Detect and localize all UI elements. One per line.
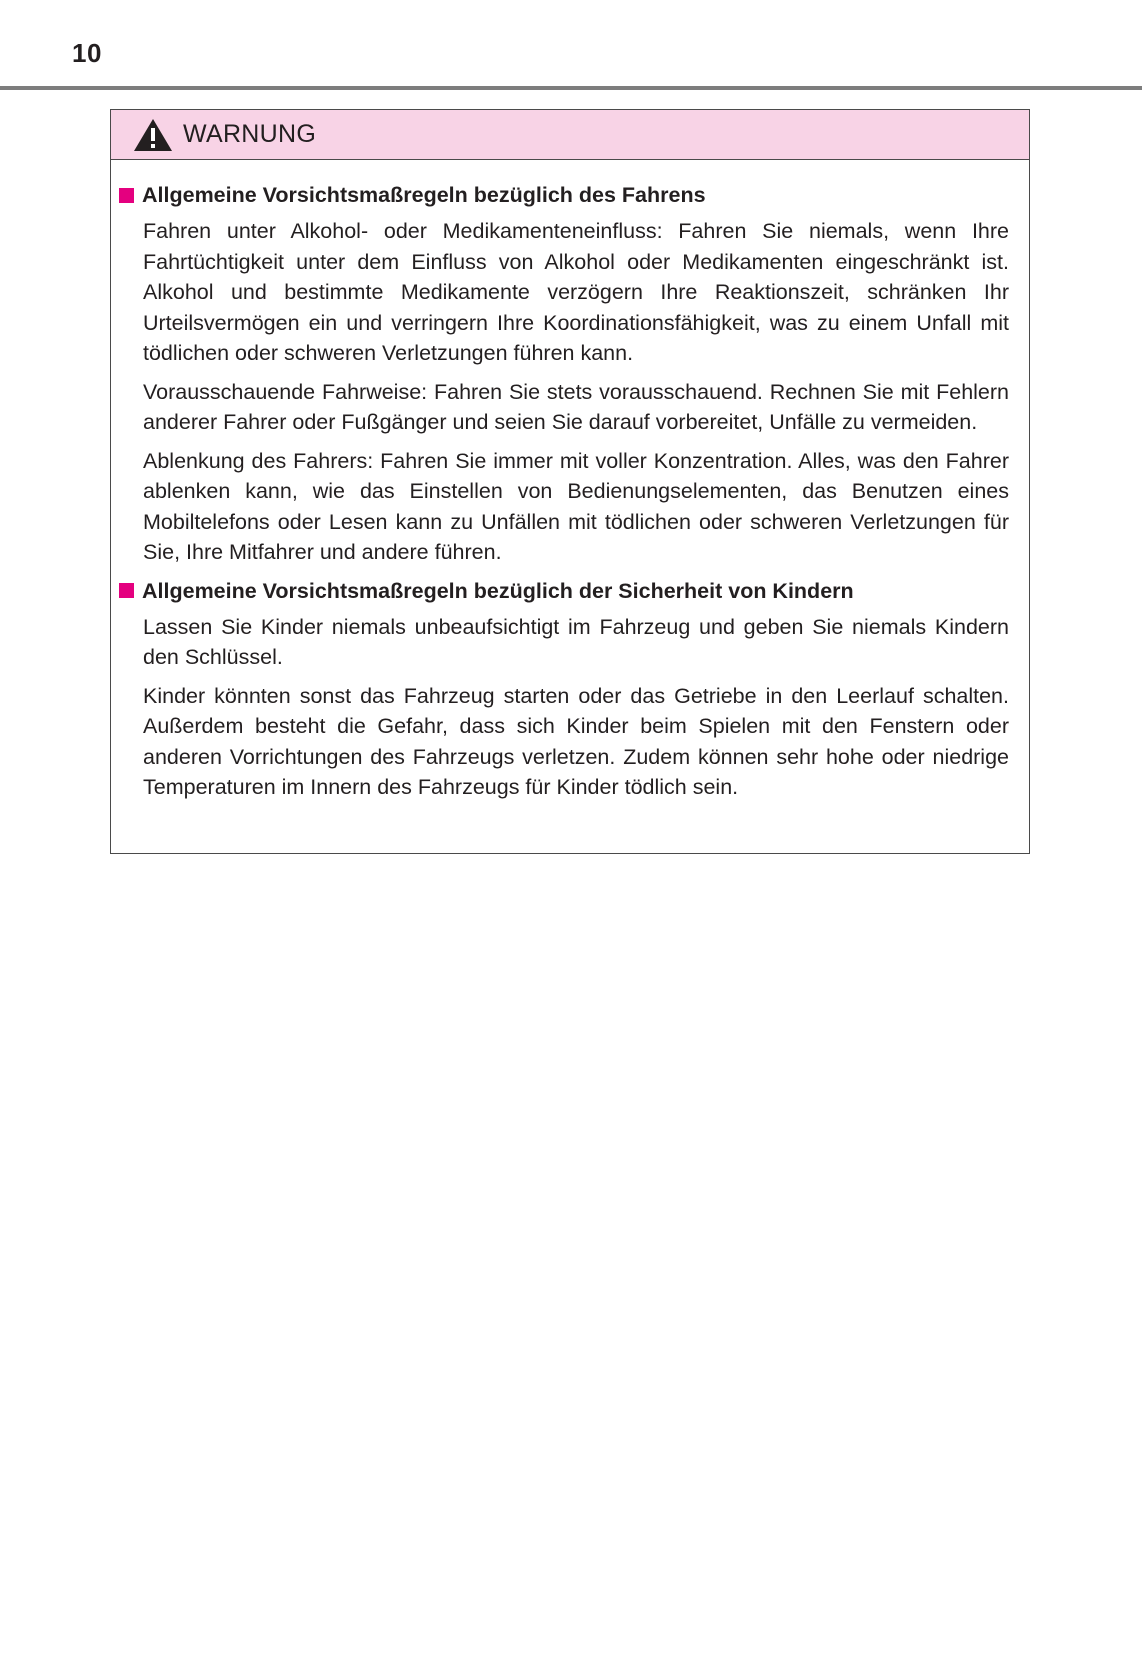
- paragraph: Fahren unter Alkohol- oder Medikamenteneinfluss: Fahren Sie niemals, wenn Ihre Fahrtüchtigkeit unter dem Einfluss von Alkohol oder Medikamenten eingeschränkt ist. Alkohol und bestimmte Medikamente verzögern Ihre Reaktionszeit, schränken Ihr Urteilsvermögen ein und verringern Ihre Koordinationsfähigkeit, was zu einem Unfall mit tödlichen oder schweren Verletzungen führen kann.: [143, 219, 1009, 365]
- warning-triangle-icon: [133, 118, 173, 152]
- warning-box: [110, 109, 1030, 854]
- page-number: 10: [72, 38, 102, 68]
- square-bullet-icon: [119, 188, 134, 203]
- square-bullet-icon: [119, 583, 134, 598]
- section-heading-text: Allgemeine Vorsichtsmaßregeln bezüglich des Fahrens: [142, 183, 706, 207]
- paragraph: Lassen Sie Kinder niemals unbeaufsichtigt im Fahrzeug und geben Sie niemals Kindern den Schlüssel.: [143, 614, 1009, 669]
- section-heading-text: Allgemeine Vorsichtsmaßregeln bezüglich der Sicherheit von Kindern: [142, 578, 854, 603]
- header-rule: [0, 86, 1142, 90]
- warning-header: [111, 110, 1029, 160]
- warning-title: WARNUNG: [183, 120, 317, 148]
- paragraph: Kinder könnten sonst das Fahrzeug starten oder das Getriebe in den Leerlauf schalten. Außerdem besteht die Gefahr, dass sich Kinder beim Spielen mit den Fenstern oder anderen Vorrichtungen des Fahrzeugs verletzen. Zudem können sehr hohe oder niedrige Temperaturen im Innern des Fahrzeugs für Kinder tödlich sein.: [143, 683, 1009, 799]
- section-heading-children: [119, 576, 1009, 606]
- warning-body: [111, 160, 1029, 803]
- paragraph: Ablenkung des Fahrers: Fahren Sie immer mit voller Konzentration. Alles, was den Fahrer ablenken kann, wie das Einstellen von Bedienungselementen, das Benutzen eines Mobiltelefons oder Lesen kann zu Unfällen mit tödlichen oder schweren Verletzungen für Sie, Ihre Mitfahrer und andere führen.: [143, 448, 1009, 564]
- section-heading-driving: [119, 180, 1009, 210]
- paragraph: Vorausschauende Fahrweise: Fahren Sie stets vorausschauend. Rechnen Sie mit Fehlern anderer Fahrer oder Fußgänger und seien Sie darauf vorbereitet, Unfälle zu vermeiden.: [143, 379, 1009, 434]
